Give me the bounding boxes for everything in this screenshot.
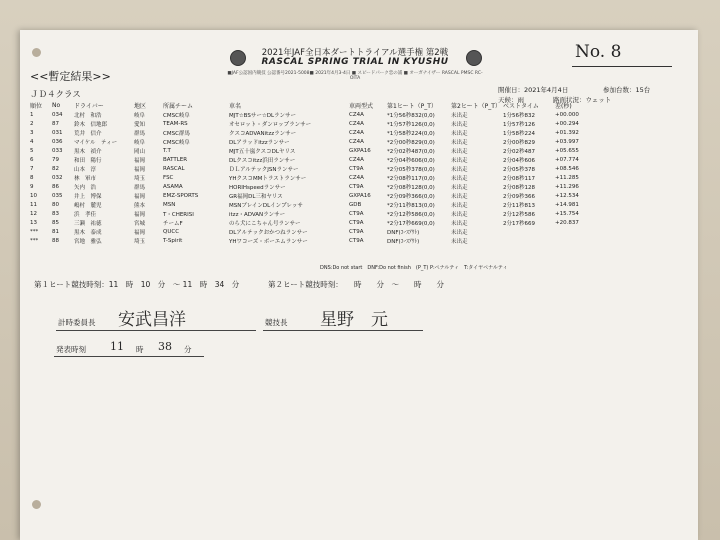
cell-car: MJT五十嵐クスコDLヤリス (229, 148, 296, 155)
cell-rank: 12 (30, 210, 37, 217)
result-status: <<暫定結果>> (30, 70, 111, 83)
cell-heat1: *1分56秒832(0,0) (387, 112, 435, 119)
table-row (30, 128, 585, 137)
cell-best: 2分12秒586 (503, 211, 535, 218)
table-row (30, 200, 585, 209)
cell-region: 福岡 (134, 229, 146, 236)
timing-chief-label: 計時委員長 (58, 318, 96, 327)
heat1-time: 第１ヒート競技時刻：11 時 10 分 ～ 11 時 34 分 (34, 280, 240, 289)
binder-hole (32, 500, 41, 509)
cell-team: T-Spirit (163, 237, 183, 244)
cell-type: GDB (349, 201, 362, 208)
hour-unit: 時 (136, 345, 144, 354)
cell-best: 1分57秒126 (503, 121, 535, 128)
cell-team: RASCAL (163, 165, 185, 172)
cell-no: 036 (52, 138, 63, 145)
cell-region: 愛知 (134, 121, 146, 128)
cell-no: 80 (52, 201, 59, 208)
cell-heat1: DNF(ｺｰｽｱｳﾄ) (387, 238, 420, 245)
cell-heat1: *2分12秒586(0,0) (387, 211, 435, 218)
cell-rank: 11 (30, 201, 37, 208)
cell-heat2: 未出走 (451, 184, 468, 191)
cell-rank: 1 (30, 111, 34, 118)
cell-heat2: 未出走 (451, 211, 468, 218)
cell-diff (555, 227, 585, 236)
cell-diff: +01.392 (555, 129, 579, 136)
cell-region: 群馬 (134, 184, 146, 191)
binder-hole (32, 48, 41, 57)
announce-hour: 11 (110, 340, 124, 353)
col-car: 車名 (229, 102, 242, 110)
sheet-number: No. 8 (575, 42, 622, 62)
cell-car: クスコADVANitzzランサー (229, 130, 297, 137)
cell-driver: 林 軍市 (74, 175, 97, 182)
cell-rank: 7 (30, 165, 34, 172)
cell-team: チームF (163, 220, 183, 227)
cell-driver: 矢内 浩 (74, 184, 97, 191)
cell-region: 岡山 (134, 148, 146, 155)
col-diff: 差(秒) (555, 102, 572, 110)
cell-team: QUCC (163, 228, 180, 235)
cell-car: itzz・ADVANランサー (229, 211, 286, 218)
cell-no: 033 (52, 147, 63, 154)
cell-driver: 山本 淳 (74, 166, 97, 173)
director-label: 競技長 (265, 318, 288, 327)
cell-heat2: 未出走 (451, 157, 468, 164)
cell-team: EMZ-SPORTS (163, 192, 199, 199)
cell-heat2: 未出走 (451, 193, 468, 200)
cell-best: 2分17秒669 (503, 220, 535, 227)
cell-driver: 黒木 禎介 (74, 148, 102, 155)
cell-type: GXPA16 (349, 147, 371, 154)
cell-best: 1分58秒224 (503, 130, 535, 137)
cell-diff: +08.546 (555, 165, 579, 172)
col-heat2: 第2ヒート（P_T） (451, 102, 501, 110)
cell-type: CT9A (349, 228, 364, 235)
legend: DNS:Do not start DNF:Do not finish (P_T) P:ペナルティ T:タイヤペナルティ (320, 265, 508, 271)
timing-chief-signature: 安武昌洋 (118, 310, 186, 330)
cell-best: 2分04秒606 (503, 157, 535, 164)
cell-type: GXPA16 (349, 192, 371, 199)
table-row (30, 110, 585, 119)
cell-no: 035 (52, 192, 63, 199)
col-type: 車両型式 (349, 102, 374, 110)
table-row (30, 191, 585, 200)
cell-region: 熊本 (134, 202, 146, 209)
cell-driver: 浜 孝佳 (74, 211, 97, 218)
table-row (30, 209, 585, 218)
cell-diff: +03.997 (555, 138, 579, 145)
cell-heat2: 未出走 (451, 220, 468, 227)
cell-car: HORIHspeedランサー (229, 184, 286, 191)
cell-best (503, 227, 555, 236)
cell-rank: 4 (30, 138, 34, 145)
event-title: 2021年JAF全日本ダートトライアル選手権 第2戦 (261, 48, 449, 58)
table-row (30, 218, 585, 227)
cell-driver: 井上 博保 (74, 193, 102, 200)
col-region: 地区 (134, 102, 147, 110)
cell-rank: 13 (30, 219, 37, 226)
cell-type: CT9A (349, 237, 364, 244)
cell-no: 87 (52, 120, 59, 127)
cell-heat1: *2分09秒366(0,0) (387, 193, 435, 200)
col-driver: ドライバー (74, 102, 104, 110)
entry-count: 参加台数：15台 (603, 86, 651, 94)
cell-type: CZ4A (349, 120, 364, 127)
sheet-number-underline (572, 66, 672, 67)
cell-diff: +11.285 (555, 174, 579, 181)
cell-rank: 5 (30, 147, 34, 154)
table-row (30, 155, 585, 164)
table-row (30, 173, 585, 182)
table-row (30, 137, 585, 146)
heat2-time: 第２ヒート競技時刻： 時 分 ～ 時 分 (268, 280, 444, 289)
cell-car: ＤＬアルテックJSNランサー (229, 166, 299, 173)
col-best: ベストタイム (503, 102, 539, 110)
cell-rank: 3 (30, 129, 34, 136)
cell-car: YHワコーズ・ボーエムランサー (229, 238, 308, 245)
cell-best: 2分11秒813 (503, 202, 535, 209)
cell-best: 2分08秒117 (503, 175, 535, 182)
cell-team: T.T (163, 147, 171, 154)
cell-type: CT9A (349, 183, 364, 190)
table-row (30, 227, 585, 236)
cell-driver: 和田 陽行 (74, 157, 102, 164)
announce-label: 発表時刻 (56, 345, 86, 354)
table-row (30, 236, 585, 245)
cell-region: 岐阜 (134, 112, 146, 119)
cell-car: のら犬にこちゃん号ランサー (229, 220, 301, 227)
heat-times (34, 279, 444, 290)
cell-heat1: *2分05秒378(0,0) (387, 166, 435, 173)
cell-best: 2分08秒128 (503, 184, 535, 191)
announce-line (54, 356, 204, 357)
results-table (30, 100, 585, 245)
cell-best: 2分05秒378 (503, 166, 535, 173)
cell-team: CMSC岐阜 (163, 112, 190, 119)
cell-heat2: 未出走 (451, 238, 468, 245)
cell-best: 2分02秒487 (503, 148, 535, 155)
cell-heat1: DNF(ｺｰｽｱｳﾄ) (387, 229, 420, 236)
col-no: No (52, 101, 61, 109)
weather: 天候：雨 (498, 96, 524, 104)
cell-driver: 宮地 雅弘 (74, 238, 102, 245)
cell-region: 埼玉 (134, 175, 146, 182)
cell-type: CZ4A (349, 111, 364, 118)
cell-region: 福岡 (134, 193, 146, 200)
cell-heat1: *2分11秒813(0,0) (387, 202, 435, 209)
cell-type: CT9A (349, 210, 364, 217)
cell-rank: 9 (30, 183, 34, 190)
cell-heat1: *1分58秒224(0,0) (387, 130, 435, 137)
col-team: 所属チーム (163, 102, 194, 110)
cell-driver: 鈴木 信地郎 (74, 121, 108, 128)
cell-best: 2分00秒829 (503, 139, 535, 146)
cell-type: CZ4A (349, 138, 364, 145)
cell-no: 79 (52, 156, 59, 163)
cell-car: オセロット・ダンロップランサー (229, 121, 312, 128)
cell-diff: +11.296 (555, 183, 579, 190)
cell-team: FSC (163, 174, 174, 181)
cell-car: MSNブレインDLインプレッサ (229, 202, 303, 209)
cell-heat1: *2分17秒669(0,0) (387, 220, 435, 227)
cell-diff: +00.294 (555, 120, 579, 127)
cell-diff: +00.000 (555, 111, 579, 118)
cell-no: 031 (52, 129, 63, 136)
cell-car: GR福岡DL三和ヤリス (229, 193, 283, 200)
event-date: 開催日：2021年4月4日 (498, 86, 569, 94)
cell-diff: +14.981 (555, 201, 579, 208)
cell-heat1: *2分04秒606(0,0) (387, 157, 435, 164)
cell-diff: +20.837 (555, 219, 579, 226)
cell-heat1: *2分02秒487(0,0) (387, 148, 435, 155)
cell-region: 岐阜 (134, 139, 146, 146)
cell-diff: +12.534 (555, 192, 579, 199)
cell-heat2: 未出走 (451, 229, 468, 236)
cell-region: 福岡 (134, 211, 146, 218)
cell-no: 83 (52, 210, 59, 217)
cell-type: CT9A (349, 165, 364, 172)
cell-type: CZ4A (349, 129, 364, 136)
cell-no: 032 (52, 174, 63, 181)
cell-car: DLアルテックおかつねランサー (229, 229, 308, 236)
cell-driver: 北村 和浩 (74, 112, 102, 119)
cell-rank: 8 (30, 174, 34, 181)
cell-team: MSN (163, 201, 176, 208)
director-signature: 星野 元 (320, 310, 388, 330)
cell-team: CMSC岐阜 (163, 139, 190, 146)
cell-heat1: *1分57秒126(0,0) (387, 121, 435, 128)
cell-team: T・CHERISI (163, 211, 194, 218)
table-row (30, 119, 585, 128)
cell-driver: 黒木 泰成 (74, 229, 102, 236)
event-subline: ■JAF公認国内競技 公認番号2021-5008■ 2021年4月3-4日 ■ スピードパーク恋の浦 ■ オーガナイザー RASCAL PMSC RC-OITA (227, 71, 483, 81)
event-name: RASCAL SPRING TRIAL IN KYUSHU (261, 57, 449, 67)
announce-minute: 38 (158, 340, 172, 353)
class-name: ＪＤ４クラス (30, 90, 81, 100)
table-row (30, 146, 585, 155)
cell-region: 福岡 (134, 157, 146, 164)
cell-heat2: 未出走 (451, 121, 468, 128)
cell-rank: 10 (30, 192, 37, 199)
cell-driver: マイケル ティー (74, 139, 118, 146)
cell-car: MJT☆BSサー☆DLランサー (229, 112, 297, 119)
cell-no: 81 (52, 228, 59, 235)
cell-team: BATTLER (163, 156, 188, 163)
cell-diff (555, 236, 585, 245)
cell-heat1: *2分08秒117(0,0) (387, 175, 435, 182)
cell-no: 034 (52, 111, 63, 118)
cell-diff: +05.655 (555, 147, 579, 154)
cell-rank: 6 (30, 156, 34, 163)
cell-type: CZ4A (349, 156, 364, 163)
table-header-row (30, 100, 585, 110)
timing-chief-line (56, 330, 256, 331)
cell-team: CMSC群馬 (163, 130, 190, 137)
cell-best: 1分56秒832 (503, 112, 535, 119)
cell-region: 宮城 (134, 220, 146, 227)
cell-heat2: 未出走 (451, 166, 468, 173)
cell-heat1: *2分00秒829(0,0) (387, 139, 435, 146)
cell-no: 85 (52, 219, 59, 226)
cell-rank: *** (30, 228, 39, 235)
cell-type: CT9A (349, 219, 364, 226)
cell-heat2: 未出走 (451, 112, 468, 119)
cell-car: DLクスコitzz浜田ランサー (229, 157, 296, 164)
cell-team: TEAM-RS (163, 120, 188, 127)
cell-rank: 2 (30, 120, 34, 127)
road-condition: 路面状況：ウェット (553, 96, 612, 104)
cell-rank: *** (30, 237, 39, 244)
cell-region: 群馬 (134, 130, 146, 137)
cell-no: 82 (52, 165, 59, 172)
cell-heat2: 未出走 (451, 130, 468, 137)
cell-region: 福岡 (134, 166, 146, 173)
cell-car: YHクスコMMトラストランサー (229, 175, 307, 182)
director-line (263, 330, 423, 331)
cell-heat2: 未出走 (451, 202, 468, 209)
cell-no: 88 (52, 237, 59, 244)
table-row (30, 182, 585, 191)
result-sheet (20, 30, 698, 540)
cell-car: DLアラッドitzzランサー (229, 139, 290, 146)
minute-unit: 分 (184, 345, 192, 354)
cell-driver: 三瀬 祐徳 (74, 220, 102, 227)
cell-driver: 荒井 信介 (74, 130, 102, 137)
cell-type: CZ4A (349, 174, 364, 181)
col-rank: 順位 (30, 102, 43, 110)
cell-no: 86 (52, 183, 59, 190)
cell-heat1: *2分08秒128(0,0) (387, 184, 435, 191)
cell-heat2: 未出走 (451, 139, 468, 146)
col-heat1: 第1ヒート（P_T） (387, 102, 437, 110)
cell-team: ASAMA (163, 183, 183, 190)
cell-heat2: 未出走 (451, 148, 468, 155)
cell-region: 埼玉 (134, 238, 146, 245)
cell-best: 2分09秒366 (503, 193, 535, 200)
cell-best (503, 236, 555, 245)
cell-heat2: 未出走 (451, 175, 468, 182)
table-row (30, 164, 585, 173)
cell-diff: +15.754 (555, 210, 579, 217)
cell-diff: +07.774 (555, 156, 579, 163)
cell-driver: 嶋村 麓児 (74, 202, 102, 209)
